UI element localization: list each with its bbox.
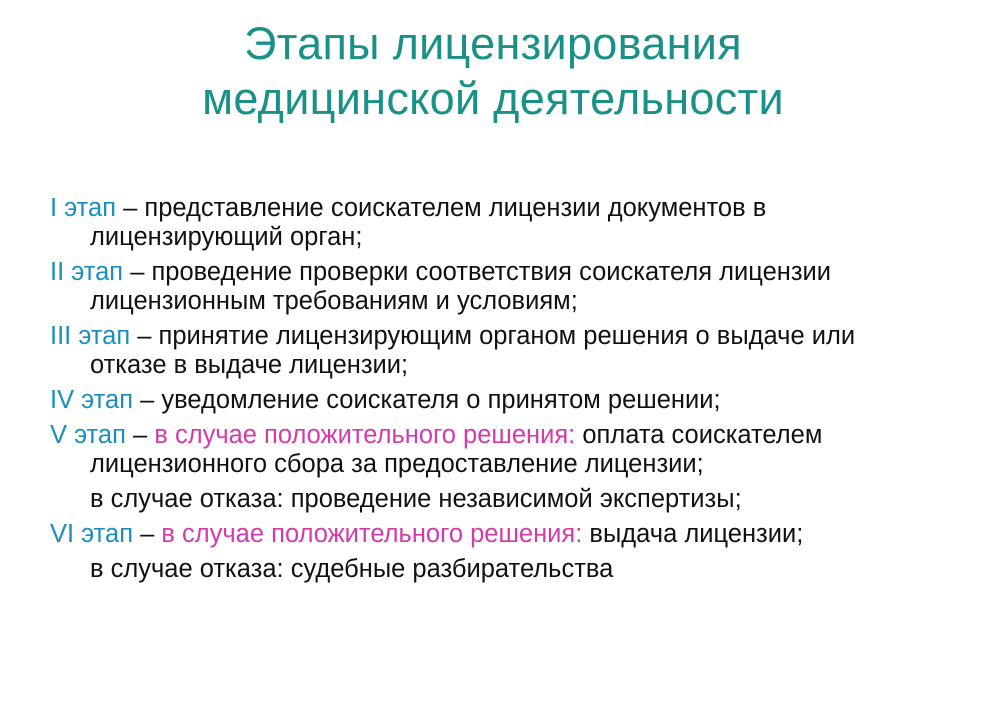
stage-1 <box>50 194 930 252</box>
slide-title <box>0 16 986 126</box>
stage-5 <box>50 421 930 479</box>
stage-text: проведение проверки соответствия соискателя лицензии лицензионным требованиям и условиям; <box>90 258 832 315</box>
stage-label: VI этап <box>50 520 134 548</box>
stage-label: IV этап <box>50 386 134 414</box>
stage-dash: – <box>140 520 155 548</box>
stages-list <box>50 194 930 590</box>
stage-dash: – <box>133 421 148 449</box>
stage-3 <box>50 322 930 380</box>
stage-4 <box>50 386 930 415</box>
stage-label: III этап <box>50 322 131 350</box>
stage-text: принятие лицензирующим органом решения о выдаче или отказе в выдаче лицензии; <box>90 322 856 379</box>
stage-dash: – <box>123 194 138 222</box>
title-line-2: медицинской деятельности <box>202 73 784 124</box>
stage-2 <box>50 258 930 316</box>
stage-label: V этап <box>50 421 126 449</box>
stage-dash: – <box>130 258 145 286</box>
stage-dash: – <box>137 322 152 350</box>
stage-condition: в случае положительного решения: <box>154 421 576 449</box>
stage-text: уведомление соискателя о принятом решении; <box>154 386 721 414</box>
stage-5-alternative: в случае отказа: проведение независимой экспертизы; <box>90 485 742 513</box>
stage-label: II этап <box>50 258 124 286</box>
stage-6 <box>50 520 930 549</box>
stage-dash: – <box>140 386 155 414</box>
stage-condition: в случае положительного решения: <box>161 520 583 548</box>
stage-6-alternative: в случае отказа: судебные разбирательства <box>90 555 614 583</box>
stage-text: выдача лицензии; <box>582 520 804 548</box>
title-line-1: Этапы лицензирования <box>244 18 742 69</box>
stage-label: I этап <box>50 194 117 222</box>
stage-text: представление соискателем лицензии документов в лицензирующий орган; <box>90 194 767 251</box>
stage-text: оплата соискателем лицензионного сбора за предоставление лицензии; <box>90 421 823 478</box>
